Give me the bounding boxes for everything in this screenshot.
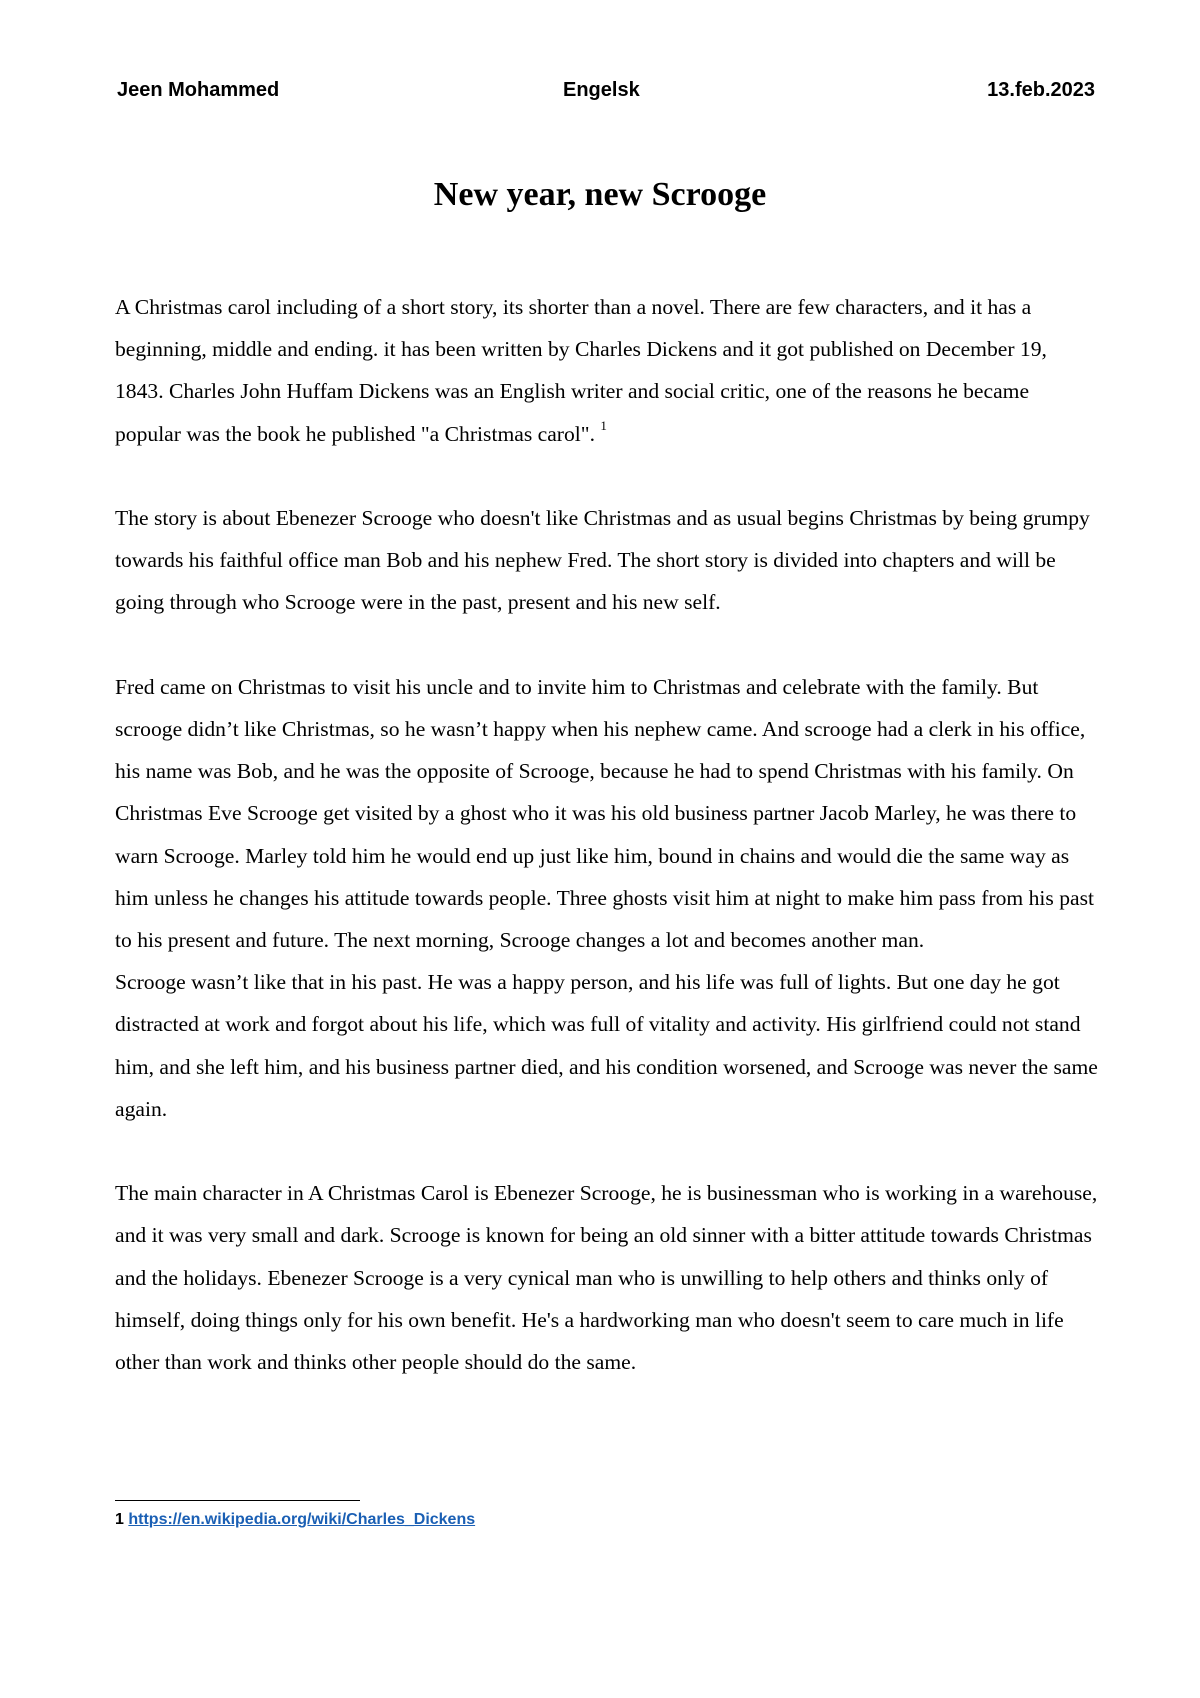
paragraph-intro-text: A Christmas carol including of a short story, its shorter than a novel. There are few characters, and it has a beginning, middle and ending. it has been written by Charles Dickens and it got published on December 19, 1843. Charles John Huffam Dickens was an English writer and social critic, one of the reasons he became popular was the book he published "a Christmas carol". xyxy=(115,295,1047,446)
paragraph-plot: Fred came on Christmas to visit his uncle and to invite him to Christmas and celebrate with the family. But scrooge didn’t like Christmas, so he wasn’t happy when his nephew came. And scrooge had a clerk in his office, his name was Bob, and he was the opposite of Scrooge, because he had to spend Christmas with his family. On Christmas Eve Scrooge get visited by a ghost who it was his old business partner Jacob Marley, he was there to warn Scrooge. Marley told him he would end up just like him, bound in chains and would die the same way as him unless he changes his attitude towards people. Three ghosts visit him at night to make him pass from his past to his present and future. The next morning, Scrooge changes a lot and becomes another man. xyxy=(115,674,1094,953)
paragraph-past: Scrooge wasn’t like that in his past. He was a happy person, and his life was full of lights. But one day he got distracted at work and forgot about his life, which was full of vitality and activity. His girlfriend could not stand him, and she left him, and his business partner died, and his condition worsened, and Scrooge was never the same again. xyxy=(115,970,1098,1121)
paragraph-spacer xyxy=(115,455,1100,497)
header-date: 13.feb.2023 xyxy=(987,79,1095,101)
header-subject: Engelsk xyxy=(563,79,640,101)
document-title: New year, new Scrooge xyxy=(433,176,767,213)
footnote-link[interactable]: https://en.wikipedia.org/wiki/Charles_Dickens xyxy=(128,1511,476,1528)
document-body xyxy=(115,286,1100,1383)
header-author: Jeen Mohammed xyxy=(117,79,280,101)
paragraph-story: The story is about Ebenezer Scrooge who doesn't like Christmas and as usual begins Christmas by being grumpy towards his faithful office man Bob and his nephew Fred. The short story is divided into chapters and will be going through who Scrooge were in the past, present and his new self. xyxy=(115,506,1090,615)
paragraph-intro xyxy=(115,286,1100,455)
footnote xyxy=(115,1507,475,1533)
footnote-reference[interactable]: 1 xyxy=(600,418,607,434)
footnote-separator xyxy=(115,1500,360,1501)
paragraph-character: The main character in A Christmas Carol is Ebenezer Scrooge, he is businessman who is working in a warehouse, and it was very small and dark. Scrooge is known for being an old sinner with a bitter attitude towards Christmas and the holidays. Ebenezer Scrooge is a very cynical man who is unwilling to help others and thinks only of himself, doing things only for his own benefit. He's a hardworking man who doesn't seem to care much in life other than work and thinks other people should do the same. xyxy=(115,1181,1098,1375)
paragraph-spacer xyxy=(115,624,1100,666)
footnote-number: 1 xyxy=(115,1511,124,1528)
page-header xyxy=(117,70,1095,110)
paragraph-spacer xyxy=(115,1130,1100,1172)
